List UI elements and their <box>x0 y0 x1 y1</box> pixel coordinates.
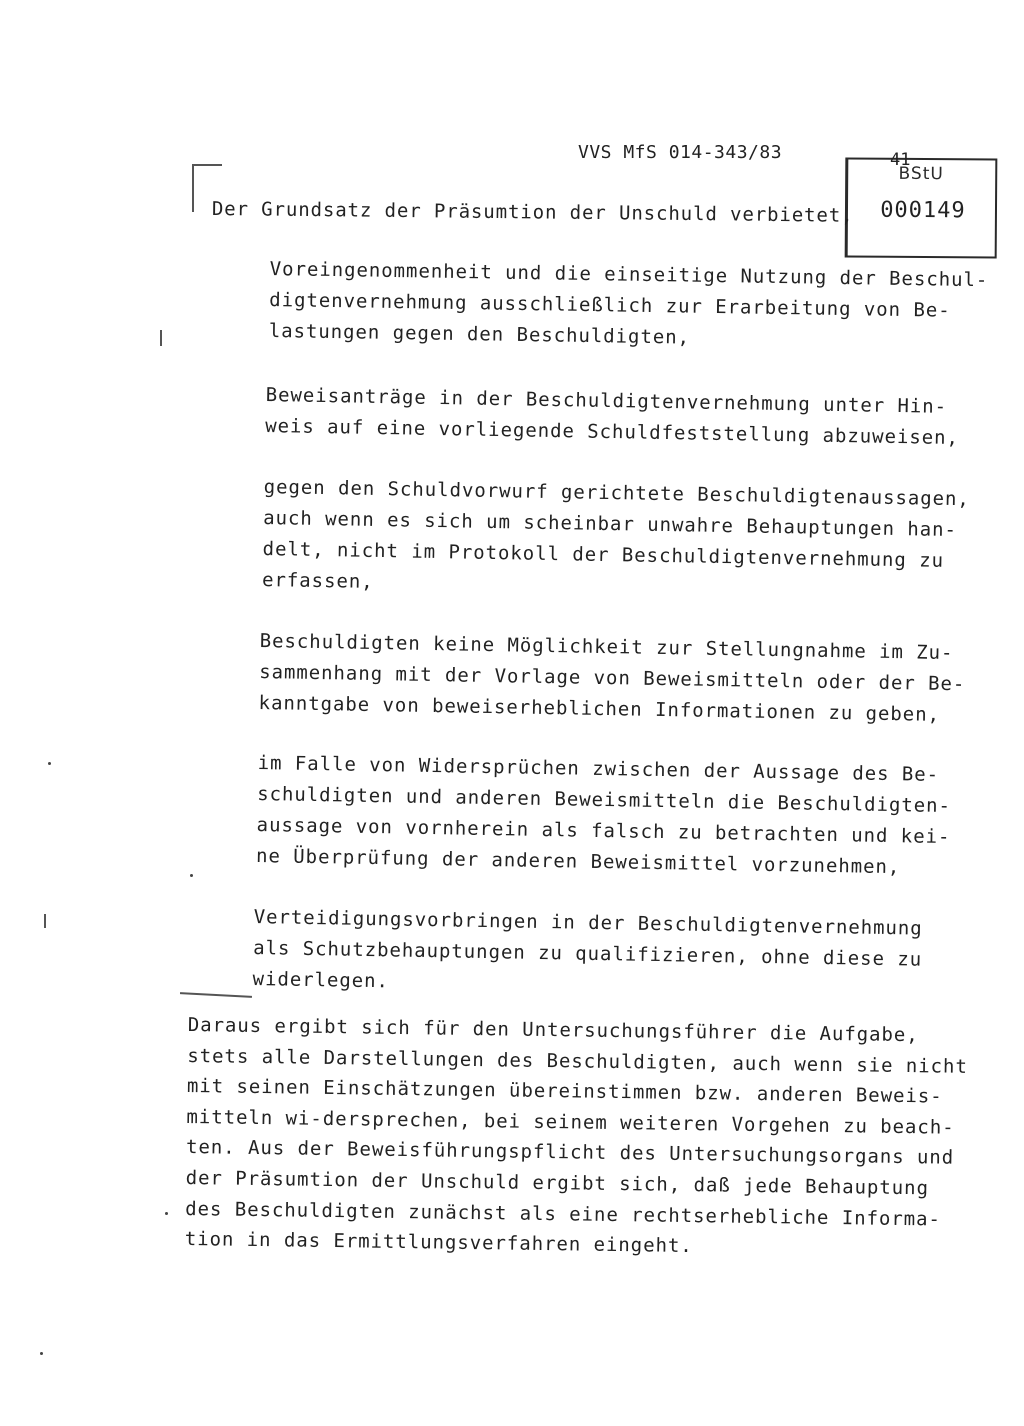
text-line: ne Überprüfung der anderen Beweismittel vorzunehmen, <box>255 844 901 879</box>
text-line: weis auf eine vorliegende Schuldfeststellung abzuweisen, <box>265 414 960 450</box>
margin-tick <box>160 330 162 346</box>
margin-speck <box>165 1212 168 1215</box>
text-line: aussage von vornherein als falsch zu betrachten und kei- <box>256 813 951 849</box>
text-line: im Falle von Widersprüchen zwischen der Aussage des Be- <box>257 751 940 786</box>
text-line: mit seinen Einschätzungen übereinstimmen bzw. anderen Beweis- <box>186 1075 943 1108</box>
text-line: Beschuldigten keine Möglichkeit zur Stellungnahme im Zu- <box>259 629 954 665</box>
margin-bracket-top <box>192 164 222 166</box>
text-line: Beweisanträge in der Beschuldigtenvernehmung unter Hin- <box>265 383 948 418</box>
list-item <box>269 254 989 358</box>
list-item <box>256 748 952 884</box>
margin-speck <box>190 874 193 877</box>
text-line: kanntgabe von beweiserheblichen Informationen zu geben, <box>258 691 941 726</box>
text-line: Verteidigungsvorbringen in der Beschuldigtenvernehmung <box>253 905 923 940</box>
text-line: stets alle Darstellungen des Beschuldigten, auch wenn sie nicht <box>187 1044 968 1078</box>
text-line: ten. Aus der Beweisführungspflicht des Untersuchungsorgans und <box>185 1136 955 1170</box>
text-line: der Präsumtion der Unschuld ergibt sich, daß jede Behauptung <box>185 1166 930 1200</box>
text-line: sammenhang mit der Vorlage von Beweismitteln oder der Be- <box>259 660 966 696</box>
document-reference: VVS MfS 014-343/83 <box>578 142 783 163</box>
margin-bracket-bottom <box>180 992 252 997</box>
page-number: 41 <box>890 150 911 170</box>
list-item <box>265 380 960 454</box>
text-line: digtenvernehmung ausschließlich zur Erarbeitung von Be- <box>269 288 951 322</box>
list-item <box>262 472 970 608</box>
text-line: Voreingenommenheit und die einseitige Nutzung der Beschul- <box>269 257 989 292</box>
text-line: auch wenn es sich um scheinbar unwahre Behauptungen han- <box>263 506 958 542</box>
text-line: tion in das Ermittlungsverfahren eingeht. <box>184 1228 693 1258</box>
text-line: delt, nicht im Protokoll der Beschuldigtenvernehmung zu <box>262 537 945 572</box>
closing-paragraph <box>185 1010 969 1266</box>
text-line: widerlegen. <box>252 967 390 993</box>
text-line: Daraus ergibt sich für den Untersuchungsführer die Aufgabe, <box>187 1013 919 1047</box>
text-line: mitteln wi-dersprechen, bei seinem weiteren Vorgehen zu beach- <box>186 1105 955 1139</box>
text-line: des Beschuldigten zunächst als eine rechtserhebliche Informa- <box>185 1197 942 1231</box>
margin-bracket-vertical <box>192 164 194 212</box>
text-line: erfassen, <box>261 568 374 593</box>
intro-sentence: Der Grundsatz der Präsumtion der Unschuld verbietet, <box>211 198 854 227</box>
archive-stamp <box>845 157 998 258</box>
text-line: schuldigten und anderen Beweismitteln die Beschuldigten- <box>257 782 952 818</box>
text-line: lastungen gegen den Beschuldigten, <box>268 319 691 349</box>
text-line: als Schutzbehauptungen zu qualifizieren, ohne diese zu <box>253 936 923 971</box>
margin-paren <box>44 914 46 928</box>
stamp-number: 000149 <box>880 197 966 224</box>
margin-speck <box>40 1352 43 1355</box>
list-item <box>252 902 923 1007</box>
margin-speck <box>48 762 51 765</box>
list-item <box>258 626 966 731</box>
stamp-label: BStU <box>898 163 944 185</box>
text-line: gegen den Schuldvorwurf gerichtete Beschuldigtenaussagen, <box>263 475 970 511</box>
